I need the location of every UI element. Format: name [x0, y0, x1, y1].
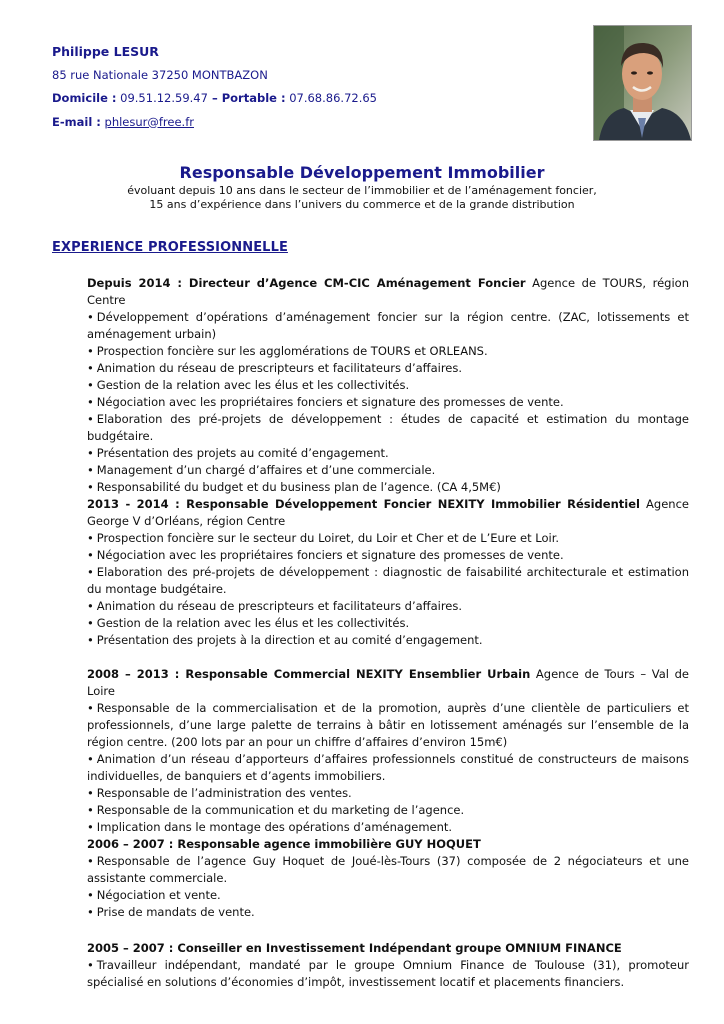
job-bullet: • Implication dans le montage des opérations d’aménagement. — [87, 819, 689, 836]
job-heading — [87, 275, 689, 309]
job-bullet: • Elaboration des pré-projets de développement : diagnostic de faisabilité architecturale et estimation du montage budgétaire. — [87, 564, 689, 598]
job-bullet: • Prospection foncière sur le secteur du Loiret, du Loir et Cher et de L’Eure et Loir. — [87, 530, 689, 547]
job-bullet: • Animation d’un réseau d’apporteurs d’affaires professionnels constitué de constructeurs de maisons individuelles, de banquiers et d’agents immobiliers. — [87, 751, 689, 785]
email-line — [52, 111, 377, 135]
headline-title: Responsable Développement Immobilier — [179, 163, 545, 182]
job-bullet: • Prospection foncière sur les agglomérations de TOURS et ORLEANS. — [87, 343, 689, 360]
job-title: 2008 – 2013 : Responsable Commercial NEXITY Ensemblier Urbain — [87, 667, 531, 681]
job-bullet: • Management d’un chargé d’affaires et d’une commerciale. — [87, 462, 689, 479]
email-label: E-mail : — [52, 114, 101, 129]
job-bullet: • Elaboration des pré-projets de développement : études de capacité et estimation du montage budgétaire. — [87, 411, 689, 445]
subtitle-line-2: 15 ans d’expérience dans l’univers du commerce et de la grande distribution — [149, 198, 575, 211]
job-heading — [87, 496, 689, 530]
job-title: Depuis 2014 : Directeur d’Agence CM-CIC Aménagement Foncier — [87, 276, 526, 290]
job-bullet: • Responsable de la commercialisation et de la promotion, auprès d’une clientèle de particuliers et professionnels, d’une large palette de terrains à bâtir en lotissement aménagés sur l’ensemble de la région centre. (200 lots par an pour un chiffre d’affaires d’environ 15m€) — [87, 700, 689, 751]
headline-subtitle — [0, 184, 724, 212]
job-entry — [87, 836, 689, 921]
job-entry — [87, 275, 689, 496]
job-bullet: • Gestion de la relation avec les élus et les collectivités. — [87, 377, 689, 394]
portrait-illustration — [594, 26, 691, 140]
job-bullet: • Responsable de la communication et du marketing de l’agence. — [87, 802, 689, 819]
mobile-phone: 07.68.86.72.65 — [289, 91, 377, 105]
contact-block — [52, 40, 377, 134]
job-heading — [87, 940, 689, 957]
mobile-phone-label: Portable : — [221, 91, 286, 105]
phone-line — [52, 87, 377, 111]
job-location: Agence George V d’Orléans, région Centre — [87, 497, 689, 528]
job-heading — [87, 836, 689, 853]
subtitle-line-1: évoluant depuis 10 ans dans le secteur de l’immobilier et de l’aménagement foncier, — [127, 184, 597, 197]
job-bullet: • Responsabilité du budget et du business plan de l’agence. (CA 4,5M€) — [87, 479, 689, 496]
job-bullet: • Travailleur indépendant, mandaté par le groupe Omnium Finance de Toulouse (31), promoteur spécialisé en solutions d’économies d’impôt, investissement locatif et placements financiers. — [87, 957, 689, 991]
job-title: 2006 – 2007 : Responsable agence immobilière GUY HOQUET — [87, 837, 481, 851]
job-entry — [87, 666, 689, 836]
job-location: Agence de Tours – Val de Loire — [87, 667, 689, 698]
job-entry — [87, 940, 689, 991]
address: 85 rue Nationale 37250 MONTBAZON — [52, 67, 268, 82]
portrait-photo — [593, 25, 692, 141]
job-bullet: • Responsable de l’administration des ventes. — [87, 785, 689, 802]
job-title: 2005 – 2007 : Conseiller en Investissement Indépendant groupe OMNIUM FINANCE — [87, 941, 622, 955]
job-bullet: • Présentation des projets à la direction et au comité d’engagement. — [87, 632, 689, 649]
job-bullet: • Animation du réseau de prescripteurs et facilitateurs d’affaires. — [87, 360, 689, 377]
job-bullet: • Gestion de la relation avec les élus et les collectivités. — [87, 615, 689, 632]
job-entry — [87, 496, 689, 649]
job-bullet: • Responsable de l’agence Guy Hoquet de Joué-lès-Tours (37) composée de 2 négociateurs et une assistante commerciale. — [87, 853, 689, 887]
phone-separator: – — [207, 91, 222, 105]
email-link[interactable]: phlesur@free.fr — [104, 114, 194, 129]
job-bullet: • Négociation et vente. — [87, 887, 689, 904]
home-phone: 09.51.12.59.47 — [120, 91, 208, 105]
job-title: 2013 - 2014 : Responsable Développement Foncier NEXITY Immobilier Résidentiel — [87, 497, 640, 511]
job-heading — [87, 666, 689, 700]
job-bullet: • Présentation des projets au comité d’engagement. — [87, 445, 689, 462]
job-bullet: • Animation du réseau de prescripteurs et facilitateurs d’affaires. — [87, 598, 689, 615]
job-location: Agence de TOURS, région Centre — [87, 276, 689, 307]
job-bullet: • Négociation avec les propriétaires fonciers et signature des promesses de vente. — [87, 394, 689, 411]
home-phone-label: Domicile : — [52, 91, 117, 105]
job-bullet: • Développement d’opérations d’aménagement foncier sur la région centre. (ZAC, lotissements et aménagement urbain) — [87, 309, 689, 343]
job-bullet: • Négociation avec les propriétaires fonciers et signature des promesses de vente. — [87, 547, 689, 564]
job-bullet: • Prise de mandats de vente. — [87, 904, 689, 921]
section-title: EXPERIENCE PROFESSIONNELLE — [52, 240, 288, 255]
candidate-name: Philippe LESUR — [52, 44, 159, 59]
